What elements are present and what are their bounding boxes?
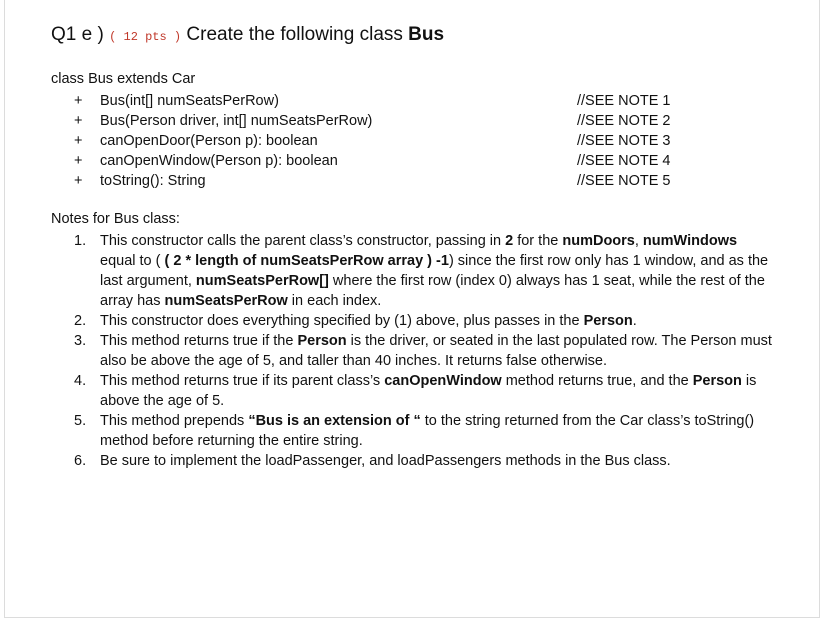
- note-text: This constructor calls the parent class’s constructor, passing in: [100, 233, 506, 249]
- note-text: where the first row (index 0) always has 1 seat, while the rest of the array has: [100, 273, 765, 309]
- member-note: //SEE NOTE 1: [577, 93, 671, 109]
- note-text: This method prepends: [100, 413, 249, 429]
- note-item-1: [74, 231, 774, 311]
- note-bold: Person: [297, 333, 347, 349]
- member-bullet: +: [74, 173, 83, 189]
- note-text: This method returns true if the: [100, 333, 298, 349]
- member-bullet: +: [74, 133, 83, 149]
- question-heading: [51, 24, 444, 46]
- member-note: //SEE NOTE 3: [577, 133, 671, 149]
- note-text: ) since the first row only has 1 window, and as the last argument,: [100, 253, 769, 289]
- note-bold: “Bus is an extension of “: [248, 413, 421, 429]
- member-bullet: +: [74, 153, 83, 169]
- member-item: [74, 91, 684, 111]
- member-note: //SEE NOTE 5: [577, 173, 671, 189]
- note-number: 2.: [74, 313, 87, 329]
- note-text: This method returns true if its parent class’s: [100, 373, 385, 389]
- heading-text: Create the following class: [186, 24, 403, 45]
- note-text: This constructor does everything specified by (1) above, plus passes in the: [100, 313, 584, 329]
- member-list: [74, 91, 684, 191]
- note-bold: canOpenWindow: [384, 373, 502, 389]
- note-item-4: [74, 371, 774, 411]
- member-signature: Bus(Person driver, int[] numSeatsPerRow): [100, 113, 373, 129]
- note-number: 3.: [74, 333, 87, 349]
- member-item: [74, 111, 684, 131]
- note-text: in each index.: [287, 293, 382, 309]
- note-bold: numSeatsPerRow[]: [195, 273, 329, 289]
- member-note: //SEE NOTE 4: [577, 153, 671, 169]
- class-declaration: class Bus extends Car: [51, 71, 196, 87]
- note-text: is above the age of 5.: [100, 373, 757, 409]
- note-text: ,: [634, 233, 643, 249]
- note-bold: 2: [505, 233, 514, 249]
- note-bold: numSeatsPerRow: [164, 293, 288, 309]
- member-signature: Bus(int[] numSeatsPerRow): [100, 93, 279, 109]
- member-note: //SEE NOTE 2: [577, 113, 671, 129]
- question-number: Q1 e ): [51, 24, 104, 45]
- note-bold: Person: [583, 313, 633, 329]
- note-text: method returns true, and the: [501, 373, 693, 389]
- note-bold: numDoors: [562, 233, 635, 249]
- note-number: 6.: [74, 453, 87, 469]
- note-item-2: [74, 311, 774, 331]
- notes-list: [74, 231, 774, 471]
- points-label: ( 12 pts ): [109, 30, 182, 44]
- note-item-6: [74, 451, 774, 471]
- member-bullet: +: [74, 93, 83, 109]
- member-signature: canOpenWindow(Person p): boolean: [100, 153, 338, 169]
- note-item-5: [74, 411, 774, 451]
- note-number: 5.: [74, 413, 87, 429]
- member-bullet: +: [74, 113, 83, 129]
- note-text: is the driver, or seated in the last populated row. The Person must also be above the age of 5, and taller than 40 inches. It returns false otherwise.: [100, 333, 772, 369]
- member-signature: toString(): String: [100, 173, 206, 189]
- note-number: 4.: [74, 373, 87, 389]
- note-number: 1.: [74, 233, 87, 249]
- note-text: equal to (: [100, 253, 165, 269]
- notes-title: Notes for Bus class:: [51, 211, 180, 227]
- note-bold: ( 2 * length of numSeatsPerRow array ) -1: [164, 253, 449, 269]
- member-signature: canOpenDoor(Person p): boolean: [100, 133, 318, 149]
- note-text: for the: [513, 233, 563, 249]
- note-text: .: [632, 313, 637, 329]
- heading-class-name: Bus: [408, 24, 445, 45]
- note-text: Be sure to implement the loadPassenger, and loadPassengers methods in the Bus class.: [100, 453, 671, 469]
- note-text: to the string returned from the Car class’s toString() method before returning the entire string.: [100, 413, 755, 449]
- note-item-3: [74, 331, 774, 371]
- member-item: [74, 151, 684, 171]
- member-item: [74, 171, 684, 191]
- note-bold: Person: [692, 373, 742, 389]
- note-bold: numWindows: [642, 233, 738, 249]
- member-item: [74, 131, 684, 151]
